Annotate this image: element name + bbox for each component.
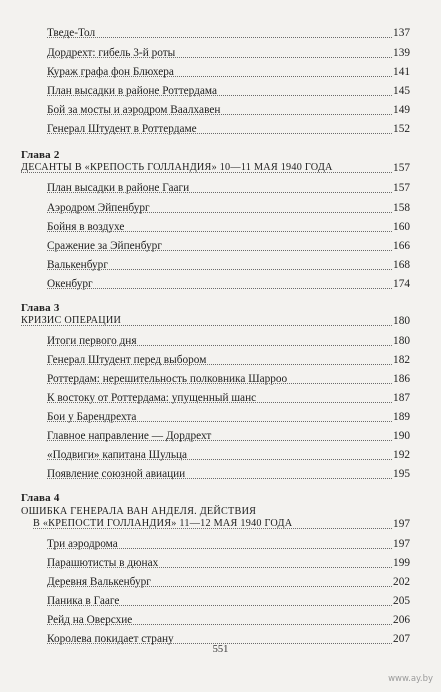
chapter-title-row [0, 312, 441, 330]
entry-page: 168 [393, 259, 410, 271]
entry-page: 189 [393, 411, 410, 423]
entry-title: Валькенбург [47, 259, 108, 271]
leader-dots [47, 114, 410, 115]
leader-dots [47, 37, 410, 38]
leader-dots [47, 250, 410, 251]
toc-entry [0, 24, 441, 42]
entry-page: 190 [393, 430, 410, 442]
toc-entry [0, 554, 441, 572]
entry-title: Три аэродрома [47, 538, 118, 550]
entry-title: Появление союзной авиации [47, 468, 186, 480]
entry-title: Главное направление — Дордрехт [47, 430, 212, 442]
toc-entry [0, 465, 441, 483]
leader-dots [47, 76, 410, 77]
toc-entry [0, 592, 441, 610]
entry-title: Окенбург [47, 278, 93, 290]
entry-title: Роттердам: нерешительность полковника Шарроо [47, 373, 288, 385]
entry-page: 157 [393, 182, 410, 194]
leader-dots [47, 478, 410, 479]
toc-entry [0, 63, 441, 81]
leader-dots [33, 528, 410, 529]
chapter-title-row [0, 159, 441, 177]
toc-entry [0, 573, 441, 591]
entry-page: 205 [393, 595, 410, 607]
entry-title: Паника в Гааге [47, 595, 120, 607]
chapter-title: КРИЗИС ОПЕРАЦИИ [21, 315, 122, 326]
leader-dots [47, 133, 410, 134]
leader-dots [47, 586, 410, 587]
toc-entry [0, 82, 441, 100]
toc-entry [0, 101, 441, 119]
entry-title: Деревня Валькенбург [47, 576, 151, 588]
entry-title: «Подвиги» капитана Шульца [47, 449, 188, 461]
leader-dots [21, 325, 410, 326]
toc-entry [0, 120, 441, 138]
entry-title: Генерал Штудент в Роттердаме [47, 123, 197, 135]
entry-page: 174 [393, 278, 410, 290]
entry-page: 166 [393, 240, 410, 252]
entry-page: 187 [393, 392, 410, 404]
entry-page: 197 [393, 538, 410, 550]
chapter-page: 197 [393, 518, 410, 530]
entry-page: 206 [393, 614, 410, 626]
entry-title: Рейд на Оверсхие [47, 614, 133, 626]
leader-dots [47, 383, 410, 384]
toc-entry [0, 389, 441, 407]
toc-entry [0, 275, 441, 293]
leader-dots [47, 440, 410, 441]
toc-entry [0, 44, 441, 62]
entry-title: Генерал Штудент перед выбором [47, 354, 207, 366]
toc-entry [0, 370, 441, 388]
leader-dots [47, 231, 410, 232]
chapter-heading: Глава 4 [21, 492, 60, 504]
entry-page: 137 [393, 27, 410, 39]
leader-dots [47, 288, 410, 289]
entry-title: Аэродром Эйпенбург [47, 202, 150, 214]
toc-entry [0, 256, 441, 274]
toc-entry [0, 237, 441, 255]
leader-dots [47, 402, 410, 403]
toc-entry [0, 199, 441, 217]
toc-entry [0, 332, 441, 350]
chapter-heading: Глава 2 [21, 149, 60, 161]
entry-page: 195 [393, 468, 410, 480]
leader-dots [47, 95, 410, 96]
leader-dots [47, 192, 410, 193]
toc-entry [0, 427, 441, 445]
leader-dots [47, 605, 410, 606]
toc-entry [0, 408, 441, 426]
chapter-title-cont: В «КРЕПОСТИ ГОЛЛАНДИЯ» 11—12 МАЯ 1940 ГОДА [33, 518, 293, 529]
entry-page: 207 [393, 633, 410, 645]
entry-title: Тведе-Тол [47, 27, 96, 39]
entry-title: Дордрехт: гибель 3-й роты [47, 47, 176, 59]
entry-title: План высадки в районе Гааги [47, 182, 190, 194]
toc-entry [0, 218, 441, 236]
leader-dots [21, 172, 410, 173]
chapter-page: 157 [393, 162, 410, 174]
entry-page: 145 [393, 85, 410, 97]
entry-title: Кураж графа фон Блюхера [47, 66, 174, 78]
entry-page: 152 [393, 123, 410, 135]
toc-entry [0, 535, 441, 553]
entry-page: 149 [393, 104, 410, 116]
leader-dots [47, 269, 410, 270]
leader-dots [47, 212, 410, 213]
entry-page: 139 [393, 47, 410, 59]
entry-page: 186 [393, 373, 410, 385]
entry-page: 192 [393, 449, 410, 461]
toc-entry [0, 446, 441, 464]
toc-entry [0, 351, 441, 369]
chapter-title-row [0, 515, 441, 533]
entry-title: Парашютисты в дюнах [47, 557, 159, 569]
chapter-title: ДЕСАНТЫ В «КРЕПОСТЬ ГОЛЛАНДИЯ» 10—11 МАЯ 1940 ГОДА [21, 162, 333, 173]
entry-page: 199 [393, 557, 410, 569]
entry-page: 158 [393, 202, 410, 214]
entry-title: Итоги первого дня [47, 335, 137, 347]
entry-page: 180 [393, 335, 410, 347]
entry-title: Бойня в воздухе [47, 221, 125, 233]
entry-page: 141 [393, 66, 410, 78]
entry-page: 202 [393, 576, 410, 588]
entry-title: Сражение за Эйпенбург [47, 240, 162, 252]
entry-page: 182 [393, 354, 410, 366]
leader-dots [47, 567, 410, 568]
leader-dots [47, 624, 410, 625]
leader-dots [47, 459, 410, 460]
toc-entry [0, 179, 441, 197]
leader-dots [47, 364, 410, 365]
chapter-page: 180 [393, 315, 410, 327]
entry-title: К востоку от Роттердама: упущенный шанс [47, 392, 257, 404]
entry-title: Королева покидает страну [47, 633, 174, 645]
entry-title: План высадки в районе Роттердама [47, 85, 218, 97]
toc-entry [0, 611, 441, 629]
page-number: 551 [212, 644, 229, 655]
entry-title: Бой за мосты и аэродром Ваалхавен [47, 104, 221, 116]
chapter-title: ОШИБКА ГЕНЕРАЛА ВАН АНДЕЛЯ. ДЕЙСТВИЯ [21, 506, 257, 517]
leader-dots [47, 345, 410, 346]
leader-dots [47, 57, 410, 58]
watermark: www.ay.by [388, 674, 433, 684]
entry-title: Бои у Барендрехта [47, 411, 137, 423]
leader-dots [47, 548, 410, 549]
leader-dots [47, 421, 410, 422]
chapter-heading: Глава 3 [21, 302, 60, 314]
entry-page: 160 [393, 221, 410, 233]
